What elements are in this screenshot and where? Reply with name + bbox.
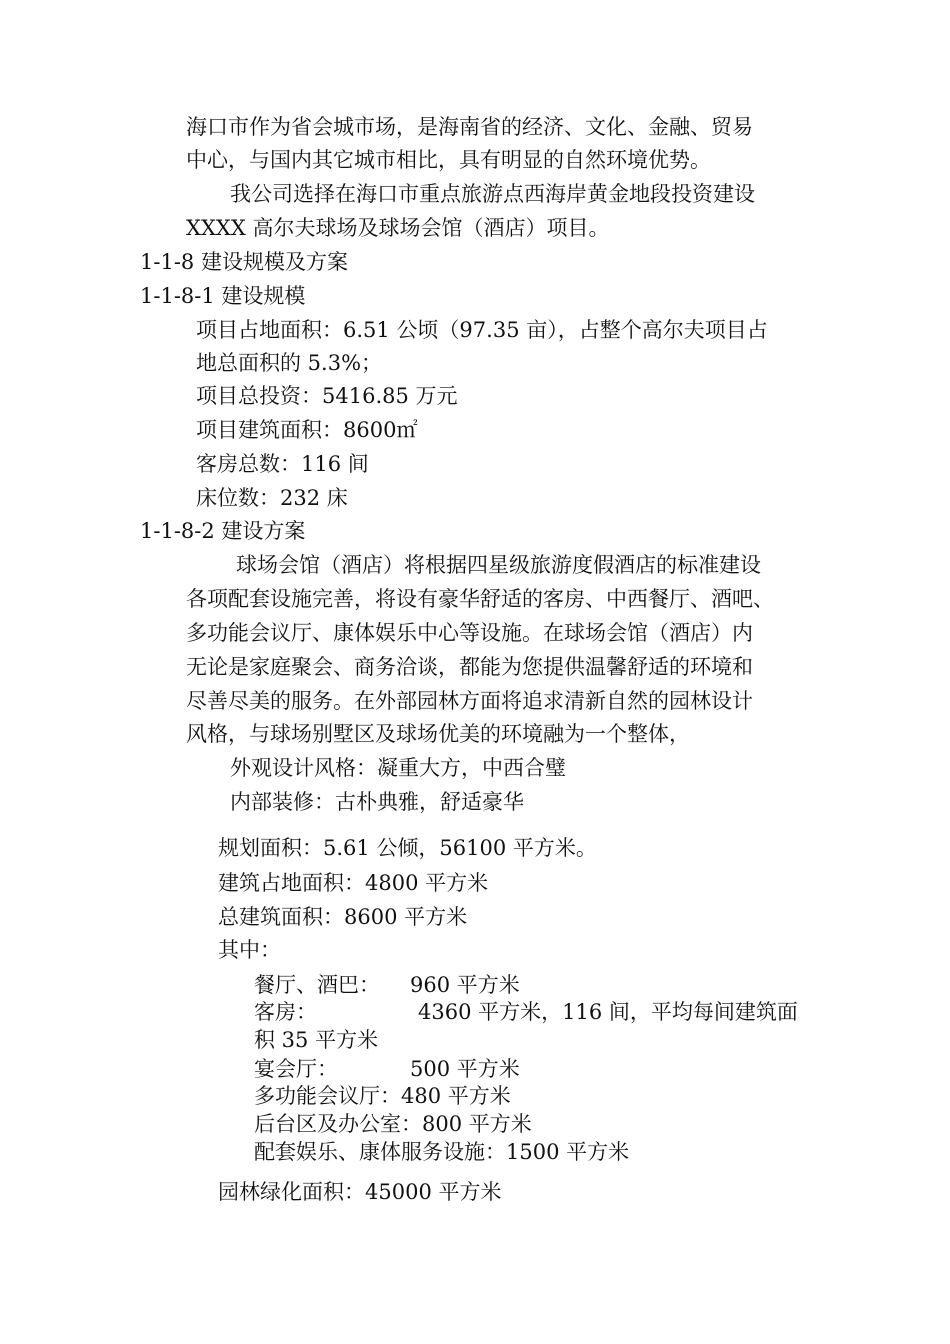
plan-paragraph-line-6: 风格，与球场别墅区及球场优美的环境融为一个整体，: [186, 722, 690, 746]
intro-line-2: 中心，与国内其它城市相比，具有明显的自然环境优势。: [186, 148, 711, 172]
of-which-label: 其中：: [218, 938, 281, 962]
recreation-area: 配套娱乐、康体服务设施：1500 平方米: [254, 1140, 630, 1164]
room-area-value: 4360 平方米，116 间，平均每间建筑面: [418, 1000, 798, 1024]
section-heading-scale-plan: 1-1-8 建设规模及方案: [140, 250, 348, 274]
meeting-hall-area: 多功能会议厅：480 平方米: [254, 1084, 511, 1108]
plan-paragraph-line-1: 球场会馆（酒店）将根据四星级旅游度假酒店的标准建设: [236, 553, 761, 577]
backoffice-area: 后台区及办公室：800 平方米: [254, 1112, 532, 1136]
intro-line-1: 海口市作为省会城市场，是海南省的经济、文化、金融、贸易: [186, 115, 753, 139]
planning-area: 规划面积：5.61 公倾，56100 平方米。: [218, 836, 597, 860]
plan-paragraph-line-5: 尽善尽美的服务。在外部园林方面将追求清新自然的园林设计: [186, 689, 753, 713]
exterior-style: 外观设计风格：凝重大方，中西合璧: [230, 756, 566, 780]
plan-paragraph-line-3: 多功能会议厅、康体娱乐中心等设施。在球场会馆（酒店）内: [186, 621, 753, 645]
land-area-line-1: 项目占地面积：6.51 公顷（97.35 亩），占整个高尔夫项目占: [196, 318, 768, 342]
banquet-value: 500 平方米: [410, 1057, 520, 1081]
interior-style: 内部装修：古朴典雅，舒适豪华: [230, 790, 524, 814]
room-area-value-line-2: 积 35 平方米: [254, 1028, 379, 1052]
intro-line-4: XXXX 高尔夫球场及球场会馆（酒店）项目。: [186, 216, 610, 240]
dining-label: 餐厅、酒巴：: [254, 973, 380, 997]
banquet-label: 宴会厅：: [254, 1057, 338, 1081]
plan-paragraph-line-2: 各项配套设施完善，将设有豪华舒适的客房、中西餐厅、酒吧、: [186, 587, 774, 611]
land-area-line-2: 地总面积的 5.3%；: [196, 351, 383, 375]
room-count: 客房总数：116 间: [196, 452, 369, 476]
total-investment: 项目总投资：5416.85 万元: [196, 384, 458, 408]
dining-value: 960 平方米: [410, 973, 520, 997]
greening-area: 园林绿化面积：45000 平方米: [218, 1180, 502, 1204]
section-heading-scale: 1-1-8-1 建设规模: [140, 284, 306, 308]
building-footprint: 建筑占地面积：4800 平方米: [218, 871, 489, 895]
room-area-label: 客房：: [254, 1000, 317, 1024]
total-floor-area: 总建筑面积：8600 平方米: [218, 905, 468, 929]
intro-line-3: 我公司选择在海口市重点旅游点西海岸黄金地段投资建设: [230, 182, 755, 206]
section-heading-plan: 1-1-8-2 建设方案: [140, 519, 306, 543]
floor-area: 项目建筑面积：8600㎡: [196, 418, 418, 442]
plan-paragraph-line-4: 无论是家庭聚会、商务洽谈，都能为您提供温馨舒适的环境和: [186, 655, 753, 679]
bed-count: 床位数：232 床: [196, 486, 348, 510]
